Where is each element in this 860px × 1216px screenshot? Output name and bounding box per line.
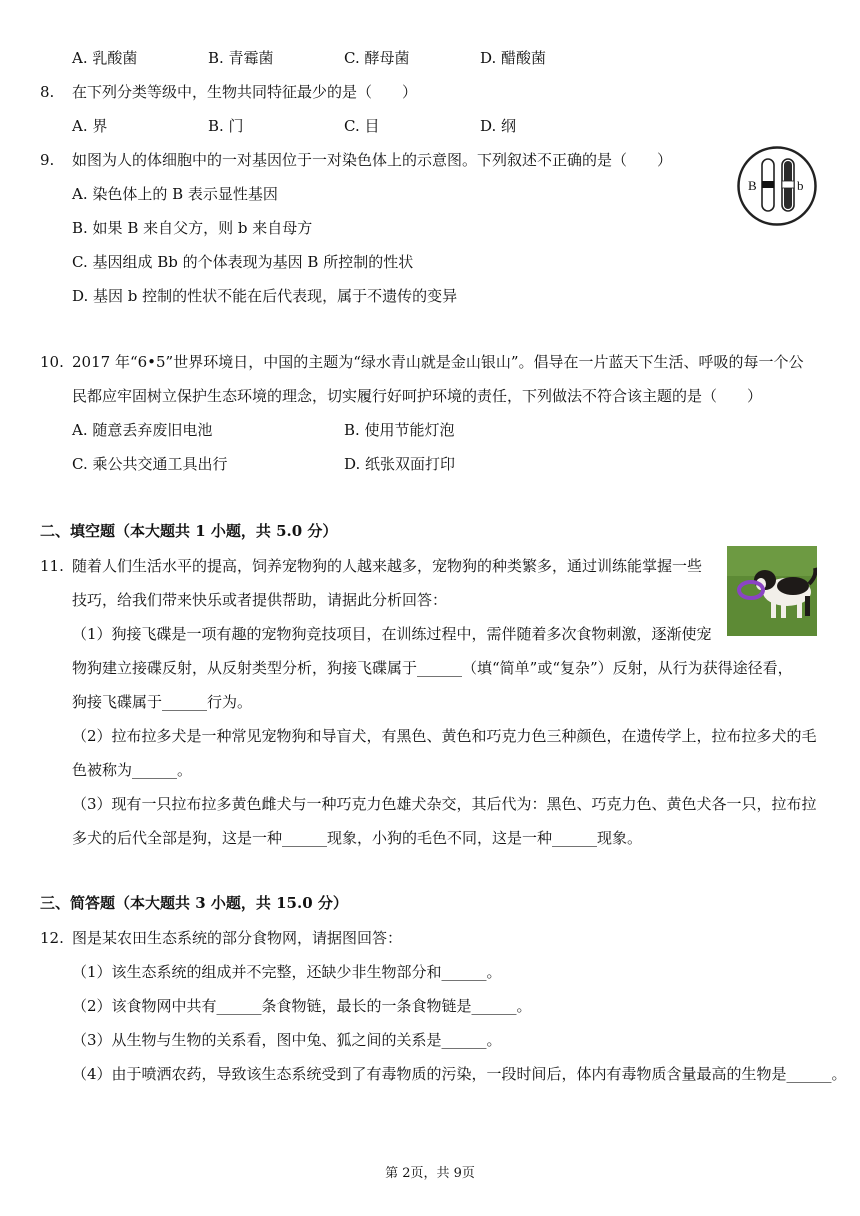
q8-stem: 在下列分类等级中，生物共同特征最少的是（ ） xyxy=(72,83,418,101)
q12-stem: 图是某农田生态系统的部分食物网，请据图回答： xyxy=(72,929,403,947)
q12-line-1: （1）该生态系统的组成并不完整，还缺少非生物部分和______。 xyxy=(72,963,502,981)
q8-option-d: D. 纲 xyxy=(480,117,517,135)
q11-line-4: 物狗建立接碟反射，从反射类型分析，狗接飞碟属于______（填“简单”或“复杂”）反射，从行为获得途径看， xyxy=(72,659,793,677)
gene-band-left xyxy=(762,181,774,188)
q9-option-d: D. 基因 b 控制的性状不能在后代表现，属于不遗传的变异 xyxy=(72,287,458,305)
q11-line-3: （1）狗接飞碟是一项有趣的宠物狗竞技项目，在训练过程中，需伴随着多次食物刺激，逐渐使宠 xyxy=(72,625,712,643)
section-heading-short-answer: 三、简答题（本大题共 3 小题，共 15.0 分） xyxy=(40,894,348,912)
section-heading-fill-in: 二、填空题（本大题共 1 小题，共 5.0 分） xyxy=(40,522,338,540)
q10-option-d: D. 纸张双面打印 xyxy=(344,455,456,473)
q11-line-8: （3）现有一只拉布拉多黄色雌犬与一种巧克力色雄犬杂交，其后代为：黑色、巧克力色、黄色犬各一只，拉布拉 xyxy=(72,795,817,813)
gene-label-b: b xyxy=(797,178,804,193)
q10-stem-line2: 民都应牢固树立保护生态环境的理念，切实履行好呵护环境的责任，下列做法不符合该主题的是（ ） xyxy=(72,387,763,405)
q8-option-c: C. 目 xyxy=(344,117,380,135)
q10-option-c: C. 乘公共交通工具出行 xyxy=(72,455,228,473)
q12-line-2: （2）该食物网中共有______条食物链，最长的一条食物链是______。 xyxy=(72,997,532,1015)
q8-option-b: B. 门 xyxy=(208,117,244,135)
q9-option-b: B. 如果 B 来自父方，则 b 来自母方 xyxy=(72,219,313,237)
q9-option-c: C. 基因组成 Bb 的个体表现为基因 B 所控制的性状 xyxy=(72,253,414,271)
chromosome-pair-figure xyxy=(736,145,818,227)
q11-line-2: 技巧，给我们带来快乐或者提供帮助，请据此分析回答： xyxy=(72,591,448,609)
q11-line-5: 狗接飞碟属于______行为。 xyxy=(72,693,253,711)
q10-number: 10. xyxy=(40,353,64,371)
q10-stem-line1: 2017 年“6•5”世界环境日，中国的主题为“绿水青山就是金山银山”。倡导在一片蓝天下生活、呼吸的每一个公 xyxy=(72,353,804,371)
q7-option-d: D. 醋酸菌 xyxy=(480,49,547,67)
q12-line-4: （4）由于喷洒农药，导致该生态系统受到了有毒物质的污染，一段时间后，体内有毒物质含量最高的生物是______。 xyxy=(72,1065,847,1083)
q11-line-1: 随着人们生活水平的提高，饲养宠物狗的人越来越多，宠物狗的种类繁多，通过训练能掌握一些 xyxy=(72,557,703,575)
q7-option-a: A. 乳酸菌 xyxy=(72,49,138,67)
q11-number: 11. xyxy=(40,557,64,575)
q10-option-a: A. 随意丢弃废旧电池 xyxy=(72,421,213,439)
q11-line-6: （2）拉布拉多犬是一种常见宠物狗和导盲犬，有黑色、黄色和巧克力色三种颜色，在遗传学上，拉布拉多犬的毛 xyxy=(72,727,817,745)
gene-band-right xyxy=(782,181,794,188)
q11-line-9: 多犬的后代全部是狗，这是一种______现象，小狗的毛色不同，这是一种______现象。 xyxy=(72,829,643,847)
q11-line-7: 色被称为______。 xyxy=(72,761,193,779)
gene-label-B: B xyxy=(748,178,757,193)
q9-number: 9. xyxy=(40,151,55,169)
q10-option-b: B. 使用节能灯泡 xyxy=(344,421,455,439)
q9-stem: 如图为人的体细胞中的一对基因位于一对染色体上的示意图。下列叙述不正确的是（ ） xyxy=(72,151,673,169)
q12-number: 12. xyxy=(40,929,64,947)
q9-option-a: A. 染色体上的 B 表示显性基因 xyxy=(72,185,278,203)
q8-number: 8. xyxy=(40,83,55,101)
q7-option-b: B. 青霉菌 xyxy=(208,49,274,67)
page-footer: 第 2页，共 9页 xyxy=(385,1166,475,1181)
q8-option-a: A. 界 xyxy=(72,117,108,135)
dog-frisbee-photo xyxy=(727,546,817,636)
q7-option-c: C. 酵母菌 xyxy=(344,49,410,67)
q12-line-3: （3）从生物与生物的关系看，图中兔、狐之间的关系是______。 xyxy=(72,1031,502,1049)
